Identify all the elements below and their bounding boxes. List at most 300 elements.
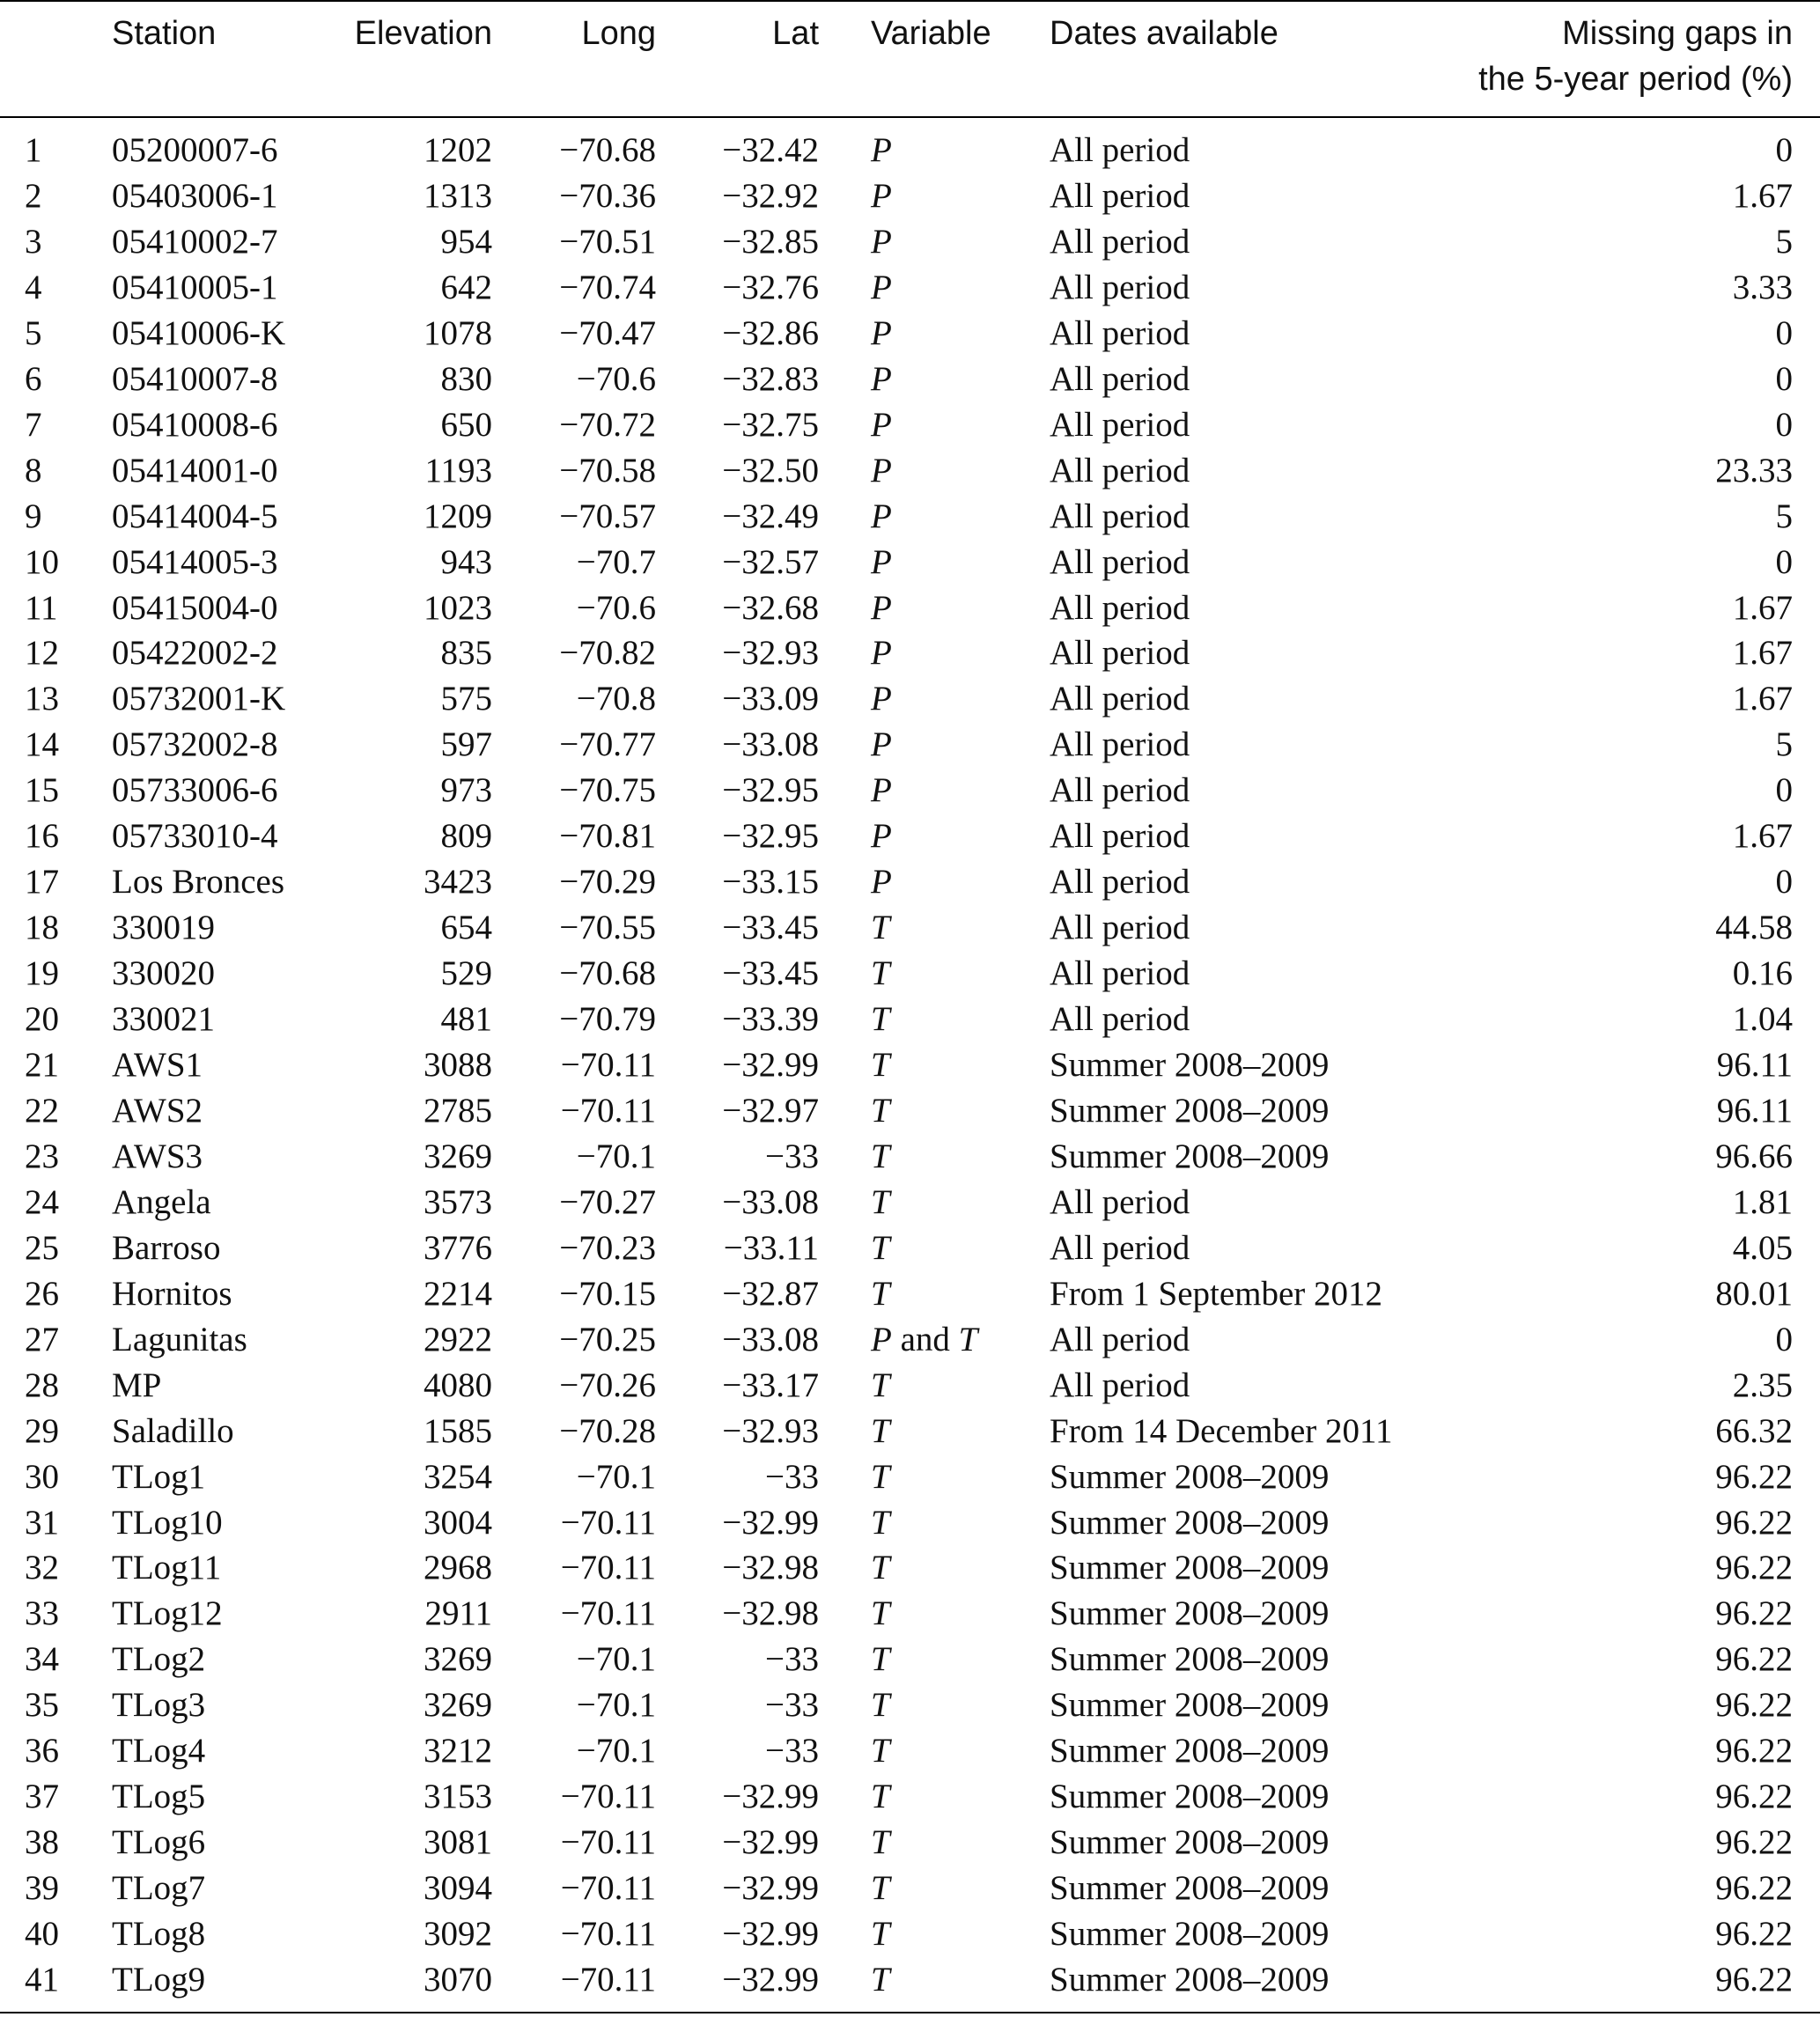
cell-variable: P [871, 451, 892, 490]
cell-elevation: 1313 [424, 176, 492, 215]
cell-long: −70.36 [559, 176, 656, 215]
cell-index: 36 [25, 1732, 59, 1770]
cell-index: 10 [25, 542, 59, 581]
table-row [0, 1500, 1820, 1546]
header-missing-line2: the 5-year period (%) [1478, 61, 1793, 98]
cell-station: Lagunitas [112, 1320, 247, 1358]
cell-variable: P [871, 634, 892, 673]
table-row [0, 1226, 1820, 1271]
cell-elevation: 575 [440, 680, 492, 718]
cell-variable: P and T [871, 1320, 978, 1358]
cell-long: −70.27 [559, 1182, 656, 1221]
cell-station: 05414001-0 [112, 451, 278, 490]
cell-variable: T [871, 1778, 890, 1816]
cell-dates: All period [1050, 1000, 1190, 1039]
cell-elevation: 597 [440, 725, 492, 764]
table-row [0, 768, 1820, 813]
cell-missing: 0.16 [1732, 954, 1793, 993]
header-elevation: Elevation [354, 15, 492, 52]
cell-lat: −32.99 [722, 1046, 819, 1084]
cell-dates: All period [1050, 680, 1190, 718]
cell-long: −70.1 [576, 1686, 656, 1725]
cell-dates: All period [1050, 1366, 1190, 1404]
cell-variable: T [871, 1961, 890, 1999]
cell-variable: T [871, 1091, 890, 1130]
cell-index: 5 [25, 313, 42, 352]
cell-missing: 66.32 [1715, 1411, 1793, 1450]
cell-missing: 0 [1775, 405, 1793, 444]
cell-elevation: 3081 [424, 1823, 492, 1862]
cell-station: TLog1 [112, 1457, 206, 1496]
cell-variable: T [871, 1594, 890, 1633]
cell-long: −70.15 [559, 1274, 656, 1313]
cell-index: 1 [25, 131, 42, 169]
cell-station: Angela [112, 1182, 211, 1221]
cell-lat: −32.42 [722, 131, 819, 169]
cell-lat: −33.15 [722, 863, 819, 902]
cell-variable: T [871, 1732, 890, 1770]
cell-lat: −33 [765, 1137, 819, 1175]
table-row [0, 1409, 1820, 1454]
cell-long: −70.29 [559, 863, 656, 902]
cell-long: −70.11 [560, 1503, 656, 1542]
cell-lat: −32.85 [722, 222, 819, 261]
cell-long: −70.11 [560, 1778, 656, 1816]
cell-station: 05410008-6 [112, 405, 278, 444]
cell-dates: Summer 2008–2009 [1050, 1869, 1330, 1908]
cell-elevation: 650 [440, 405, 492, 444]
cell-missing: 0 [1775, 542, 1793, 581]
cell-elevation: 835 [440, 634, 492, 673]
cell-station: Los Bronces [112, 863, 285, 902]
table-row [0, 951, 1820, 997]
cell-long: −70.55 [559, 909, 656, 947]
cell-missing: 96.22 [1715, 1640, 1793, 1679]
cell-dates: Summer 2008–2009 [1050, 1640, 1330, 1679]
cell-lat: −32.99 [722, 1869, 819, 1908]
cell-variable: T [871, 1503, 890, 1542]
cell-long: −70.23 [559, 1228, 656, 1267]
cell-missing: 4.05 [1732, 1228, 1793, 1267]
cell-lat: −33.08 [722, 725, 819, 764]
cell-variable: P [871, 817, 892, 856]
table-row [0, 1774, 1820, 1820]
cell-missing: 0 [1775, 771, 1793, 810]
cell-index: 26 [25, 1274, 59, 1313]
cell-lat: −32.99 [722, 1503, 819, 1542]
cell-variable: P [871, 222, 892, 261]
cell-lat: −32.75 [722, 405, 819, 444]
cell-elevation: 2968 [424, 1549, 492, 1587]
cell-long: −70.72 [559, 405, 656, 444]
cell-index: 27 [25, 1320, 59, 1358]
bottom-rule [0, 2012, 1820, 2013]
cell-dates: All period [1050, 222, 1190, 261]
cell-index: 35 [25, 1686, 59, 1725]
cell-station: Barroso [112, 1228, 221, 1267]
cell-variable: T [871, 1137, 890, 1175]
cell-dates: Summer 2008–2009 [1050, 1549, 1330, 1587]
cell-lat: −33.17 [722, 1366, 819, 1404]
cell-lat: −32.87 [722, 1274, 819, 1313]
cell-lat: −32.95 [722, 817, 819, 856]
cell-lat: −32.76 [722, 268, 819, 306]
cell-station: TLog3 [112, 1686, 206, 1725]
table-row [0, 1866, 1820, 1911]
cell-long: −70.25 [559, 1320, 656, 1358]
cell-station: TLog7 [112, 1869, 206, 1908]
cell-lat: −33.45 [722, 909, 819, 947]
cell-dates: All period [1050, 451, 1190, 490]
cell-elevation: 642 [440, 268, 492, 306]
cell-elevation: 943 [440, 542, 492, 581]
cell-lat: −32.50 [722, 451, 819, 490]
cell-missing: 96.22 [1715, 1549, 1793, 1587]
cell-index: 19 [25, 954, 59, 993]
cell-lat: −32.97 [722, 1091, 819, 1130]
cell-dates: All period [1050, 954, 1190, 993]
cell-elevation: 3269 [424, 1137, 492, 1175]
cell-elevation: 1078 [424, 313, 492, 352]
cell-long: −70.11 [560, 1091, 656, 1130]
cell-variable: T [871, 1686, 890, 1725]
table-row [0, 585, 1820, 631]
cell-dates: All period [1050, 725, 1190, 764]
cell-lat: −33.11 [723, 1228, 819, 1267]
cell-elevation: 973 [440, 771, 492, 810]
header-missing-line1: Missing gaps in [1562, 15, 1793, 52]
cell-station: 05732001-K [112, 680, 286, 718]
cell-dates: All period [1050, 176, 1190, 215]
cell-index: 4 [25, 268, 42, 306]
cell-variable: T [871, 1046, 890, 1084]
cell-station: Saladillo [112, 1411, 234, 1450]
cell-station: 05422002-2 [112, 634, 278, 673]
table-row [0, 1317, 1820, 1363]
table-row [0, 1454, 1820, 1500]
cell-variable: T [871, 1182, 890, 1221]
cell-index: 33 [25, 1594, 59, 1633]
cell-station: AWS3 [112, 1137, 203, 1175]
cell-station: 330021 [112, 1000, 215, 1039]
cell-lat: −32.92 [722, 176, 819, 215]
cell-dates: From 1 September 2012 [1050, 1274, 1383, 1313]
cell-missing: 1.67 [1732, 588, 1793, 627]
cell-dates: All period [1050, 909, 1190, 947]
cell-station: 05410002-7 [112, 222, 278, 261]
header-station: Station [112, 15, 217, 52]
cell-dates: Summer 2008–2009 [1050, 1778, 1330, 1816]
table-row [0, 1042, 1820, 1088]
cell-long: −70.58 [559, 451, 656, 490]
cell-variable: P [871, 313, 892, 352]
cell-long: −70.6 [576, 588, 656, 627]
cell-long: −70.1 [576, 1457, 656, 1496]
cell-elevation: 809 [440, 817, 492, 856]
cell-index: 40 [25, 1915, 59, 1954]
cell-lat: −33 [765, 1457, 819, 1496]
cell-variable: T [871, 1457, 890, 1496]
cell-station: AWS1 [112, 1046, 203, 1084]
cell-variable: P [871, 771, 892, 810]
table-row [0, 1363, 1820, 1409]
cell-index: 23 [25, 1137, 59, 1175]
cell-long: −70.11 [560, 1869, 656, 1908]
cell-long: −70.47 [559, 313, 656, 352]
cell-elevation: 830 [440, 359, 492, 398]
cell-elevation: 1193 [424, 451, 492, 490]
cell-elevation: 3254 [424, 1457, 492, 1496]
cell-elevation: 3573 [424, 1182, 492, 1221]
cell-station: TLog6 [112, 1823, 206, 1862]
cell-station: 05410005-1 [112, 268, 278, 306]
table-row [0, 676, 1820, 722]
cell-dates: All period [1050, 1320, 1190, 1358]
cell-long: −70.11 [560, 1594, 656, 1633]
cell-elevation: 3070 [424, 1961, 492, 1999]
cell-long: −70.7 [576, 542, 656, 581]
cell-index: 22 [25, 1091, 59, 1130]
cell-lat: −33.45 [722, 954, 819, 993]
cell-elevation: 2214 [424, 1274, 492, 1313]
cell-missing: 96.22 [1715, 1823, 1793, 1862]
cell-missing: 0 [1775, 313, 1793, 352]
cell-index: 3 [25, 222, 42, 261]
cell-index: 32 [25, 1549, 59, 1587]
cell-station: 330019 [112, 909, 215, 947]
cell-missing: 1.67 [1732, 176, 1793, 215]
cell-dates: All period [1050, 497, 1190, 535]
cell-station: TLog8 [112, 1915, 206, 1954]
cell-variable: T [871, 1869, 890, 1908]
cell-dates: Summer 2008–2009 [1050, 1503, 1330, 1542]
cell-variable: T [871, 1915, 890, 1954]
cell-elevation: 481 [440, 1000, 492, 1039]
cell-missing: 96.22 [1715, 1503, 1793, 1542]
cell-dates: All period [1050, 634, 1190, 673]
cell-elevation: 3004 [424, 1503, 492, 1542]
cell-index: 30 [25, 1457, 59, 1496]
table-row [0, 265, 1820, 311]
cell-dates: All period [1050, 817, 1190, 856]
cell-missing: 96.22 [1715, 1869, 1793, 1908]
cell-index: 37 [25, 1778, 59, 1816]
cell-variable: P [871, 588, 892, 627]
table-row [0, 813, 1820, 859]
cell-lat: −33 [765, 1640, 819, 1679]
cell-variable: T [871, 1411, 890, 1450]
cell-variable: P [871, 863, 892, 902]
cell-variable: P [871, 680, 892, 718]
cell-lat: −32.99 [722, 1961, 819, 1999]
cell-index: 38 [25, 1823, 59, 1862]
cell-station: 05410006-K [112, 313, 286, 352]
cell-variable: T [871, 1549, 890, 1587]
cell-missing: 5 [1775, 222, 1793, 261]
cell-missing: 96.22 [1715, 1594, 1793, 1633]
cell-lat: −32.99 [722, 1823, 819, 1862]
cell-station: 05200007-6 [112, 131, 278, 169]
cell-lat: −32.98 [722, 1594, 819, 1633]
cell-dates: From 14 December 2011 [1050, 1411, 1393, 1450]
cell-lat: −33.39 [722, 1000, 819, 1039]
top-rule [0, 0, 1820, 2]
cell-long: −70.8 [576, 680, 656, 718]
table-row [0, 357, 1820, 402]
cell-index: 31 [25, 1503, 59, 1542]
cell-station: 05414005-3 [112, 542, 278, 581]
cell-station: TLog9 [112, 1961, 206, 1999]
cell-elevation: 529 [440, 954, 492, 993]
cell-long: −70.11 [560, 1961, 656, 1999]
cell-missing: 96.22 [1715, 1915, 1793, 1954]
cell-missing: 80.01 [1715, 1274, 1793, 1313]
table-row [0, 1134, 1820, 1180]
cell-elevation: 2922 [424, 1320, 492, 1358]
cell-dates: Summer 2008–2009 [1050, 1961, 1330, 1999]
cell-station: TLog10 [112, 1503, 223, 1542]
cell-dates: Summer 2008–2009 [1050, 1594, 1330, 1633]
cell-lat: −32.93 [722, 634, 819, 673]
cell-variable: P [871, 176, 892, 215]
cell-variable: P [871, 405, 892, 444]
cell-dates: All period [1050, 405, 1190, 444]
table-row [0, 997, 1820, 1042]
cell-station: AWS2 [112, 1091, 203, 1130]
cell-dates: Summer 2008–2009 [1050, 1137, 1330, 1175]
table-row [0, 1180, 1820, 1226]
cell-variable: P [871, 131, 892, 169]
cell-station: 330020 [112, 954, 215, 993]
cell-station: TLog2 [112, 1640, 206, 1679]
cell-station: 05732002-8 [112, 725, 278, 764]
cell-elevation: 3094 [424, 1869, 492, 1908]
cell-missing: 44.58 [1715, 909, 1793, 947]
cell-index: 17 [25, 863, 59, 902]
table-row [0, 1820, 1820, 1866]
cell-station: Hornitos [112, 1274, 232, 1313]
cell-station: TLog5 [112, 1778, 206, 1816]
table-row [0, 1957, 1820, 2003]
cell-lat: −32.95 [722, 771, 819, 810]
cell-missing: 3.33 [1732, 268, 1793, 306]
cell-lat: −33.09 [722, 680, 819, 718]
cell-missing: 96.22 [1715, 1961, 1793, 1999]
cell-index: 39 [25, 1869, 59, 1908]
cell-elevation: 3153 [424, 1778, 492, 1816]
cell-missing: 0 [1775, 1320, 1793, 1358]
cell-missing: 1.04 [1732, 1000, 1793, 1039]
cell-long: −70.26 [559, 1366, 656, 1404]
cell-missing: 0 [1775, 131, 1793, 169]
cell-index: 20 [25, 1000, 59, 1039]
cell-index: 41 [25, 1961, 59, 1999]
cell-long: −70.11 [560, 1823, 656, 1862]
cell-elevation: 1023 [424, 588, 492, 627]
cell-station: 05733006-6 [112, 771, 278, 810]
table-row [0, 448, 1820, 494]
cell-lat: −32.99 [722, 1778, 819, 1816]
cell-dates: Summer 2008–2009 [1050, 1046, 1330, 1084]
cell-variable: T [871, 1274, 890, 1313]
cell-index: 12 [25, 634, 59, 673]
header-dates: Dates available [1050, 15, 1278, 52]
cell-missing: 96.11 [1716, 1091, 1793, 1130]
cell-long: −70.1 [576, 1137, 656, 1175]
cell-variable: T [871, 1366, 890, 1404]
cell-elevation: 2785 [424, 1091, 492, 1130]
cell-elevation: 4080 [424, 1366, 492, 1404]
cell-variable: T [871, 1823, 890, 1862]
table-row [0, 905, 1820, 951]
cell-dates: Summer 2008–2009 [1050, 1457, 1330, 1496]
cell-variable: T [871, 909, 890, 947]
cell-elevation: 654 [440, 909, 492, 947]
cell-long: −70.6 [576, 359, 656, 398]
header-lat: Lat [772, 15, 819, 52]
cell-elevation: 3776 [424, 1228, 492, 1267]
cell-elevation: 3269 [424, 1640, 492, 1679]
cell-station: TLog4 [112, 1732, 206, 1770]
cell-missing: 5 [1775, 725, 1793, 764]
cell-variable: P [871, 725, 892, 764]
cell-missing: 96.22 [1715, 1686, 1793, 1725]
cell-dates: All period [1050, 359, 1190, 398]
cell-missing: 96.22 [1715, 1778, 1793, 1816]
table-row [0, 311, 1820, 357]
cell-long: −70.79 [559, 1000, 656, 1039]
cell-station: MP [112, 1366, 162, 1404]
cell-lat: −32.86 [722, 313, 819, 352]
cell-lat: −33 [765, 1686, 819, 1725]
cell-long: −70.28 [559, 1411, 656, 1450]
cell-long: −70.51 [559, 222, 656, 261]
cell-dates: All period [1050, 1228, 1190, 1267]
cell-index: 6 [25, 359, 42, 398]
table-row [0, 219, 1820, 265]
cell-long: −70.75 [559, 771, 656, 810]
cell-dates: All period [1050, 131, 1190, 169]
cell-dates: Summer 2008–2009 [1050, 1686, 1330, 1725]
cell-lat: −32.83 [722, 359, 819, 398]
table-row [0, 1545, 1820, 1591]
cell-long: −70.1 [576, 1732, 656, 1770]
table-row [0, 1088, 1820, 1134]
cell-station: TLog12 [112, 1594, 223, 1633]
header-rule [0, 116, 1820, 118]
cell-elevation: 1585 [424, 1411, 492, 1450]
cell-missing: 96.11 [1716, 1046, 1793, 1084]
table-row [0, 402, 1820, 448]
cell-index: 25 [25, 1228, 59, 1267]
table-row [0, 173, 1820, 219]
cell-lat: −32.99 [722, 1915, 819, 1954]
cell-elevation: 1202 [424, 131, 492, 169]
cell-variable: T [871, 954, 890, 993]
cell-index: 9 [25, 497, 42, 535]
cell-index: 24 [25, 1182, 59, 1221]
table-row [0, 1911, 1820, 1957]
cell-elevation: 3269 [424, 1686, 492, 1725]
cell-variable: T [871, 1640, 890, 1679]
cell-index: 28 [25, 1366, 59, 1404]
cell-dates: Summer 2008–2009 [1050, 1091, 1330, 1130]
cell-missing: 96.66 [1715, 1137, 1793, 1175]
cell-variable: T [871, 1000, 890, 1039]
cell-index: 13 [25, 680, 59, 718]
cell-missing: 1.67 [1732, 817, 1793, 856]
cell-index: 8 [25, 451, 42, 490]
